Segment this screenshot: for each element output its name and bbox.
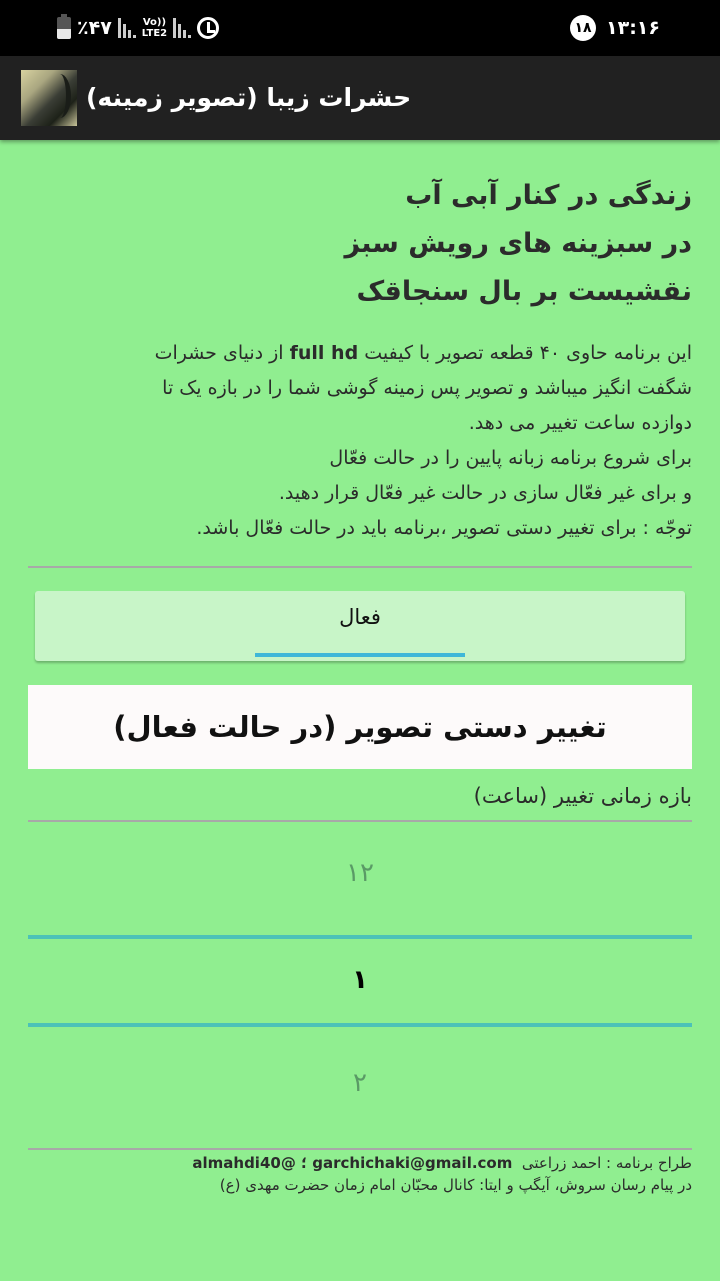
description-line: شگفت انگیز میباشد و تصویر پس زمینه گوشی شما را در بازه یک تا	[162, 377, 692, 399]
description-text: از دنیای حشرات	[154, 342, 290, 364]
battery-percent: ٪۴۷	[77, 17, 112, 39]
status-bar	[0, 0, 720, 56]
poem	[344, 172, 692, 316]
designer-label: طراح برنامه : احمد زراعتی	[521, 1154, 692, 1172]
picker-selection-line-bottom	[28, 1023, 692, 1027]
contact-info: garchichaki@gmail.com ؛ @almahdi40	[192, 1154, 513, 1172]
signal-icon	[118, 18, 136, 38]
toggle-label: فعال	[339, 605, 381, 629]
app-bar	[0, 56, 720, 140]
description-line: دوازده ساعت تغییر می دهد.	[468, 412, 692, 434]
app-logo-icon	[21, 70, 77, 126]
toggle-indicator	[255, 653, 465, 657]
signal-icon-2	[173, 18, 191, 38]
footer-channel-line: در پیام رسان سروش، آیگپ و ایتا: کانال محبّان امام زمان حضرت مهدی (ع)	[219, 1176, 692, 1194]
footer-line	[192, 1152, 692, 1174]
volte-label: Vo))	[142, 17, 167, 28]
poem-line: نقشیست بر بال سنجاقک	[356, 276, 692, 307]
description	[20, 336, 692, 546]
notification-count-badge: ۱۸	[570, 15, 596, 41]
description-line	[20, 336, 692, 371]
alarm-clock-icon	[197, 17, 219, 39]
status-left-group	[57, 14, 219, 42]
divider	[28, 1148, 692, 1150]
picker-previous-value[interactable]: ۱۲	[346, 858, 374, 888]
app-title: حشرات زیبا (تصویر زمینه)	[86, 83, 412, 112]
description-line: و برای غیر فعّال سازی در حالت غیر فعّال قرار دهید.	[278, 482, 692, 504]
poem-line: در سبزینه های رویش سبز	[344, 228, 692, 259]
status-right-group	[570, 14, 660, 42]
description-line: توجّه : برای تغییر دستی تصویر ،برنامه باید در حالت فعّال باشد.	[196, 517, 692, 539]
manual-change-image-button[interactable]: تغییر دستی تصویر (در حالت فعال)	[28, 685, 692, 769]
battery-icon	[57, 17, 71, 39]
divider	[28, 820, 692, 822]
poem-line: زندگی در کنار آبی آب	[405, 180, 692, 211]
activate-toggle[interactable]	[35, 591, 685, 661]
clock: ۱۳:۱۶	[606, 17, 660, 39]
picker-selected-value[interactable]: ۱	[352, 965, 368, 995]
quality-label: full hd	[289, 342, 359, 364]
divider	[28, 566, 692, 568]
picker-next-value[interactable]: ۲	[353, 1068, 367, 1098]
volte-lte-indicator	[142, 17, 167, 39]
interval-label: بازه زمانی تغییر (ساعت)	[473, 784, 692, 808]
footer-credits	[192, 1152, 692, 1196]
picker-selection-line-top	[28, 935, 692, 939]
description-line: برای شروع برنامه زبانه پایین را در حالت فعّال	[329, 447, 692, 469]
description-text: این برنامه حاوی ۴۰ قطعه تصویر با کیفیت	[358, 342, 692, 364]
lte-label: LTE2	[141, 28, 168, 39]
